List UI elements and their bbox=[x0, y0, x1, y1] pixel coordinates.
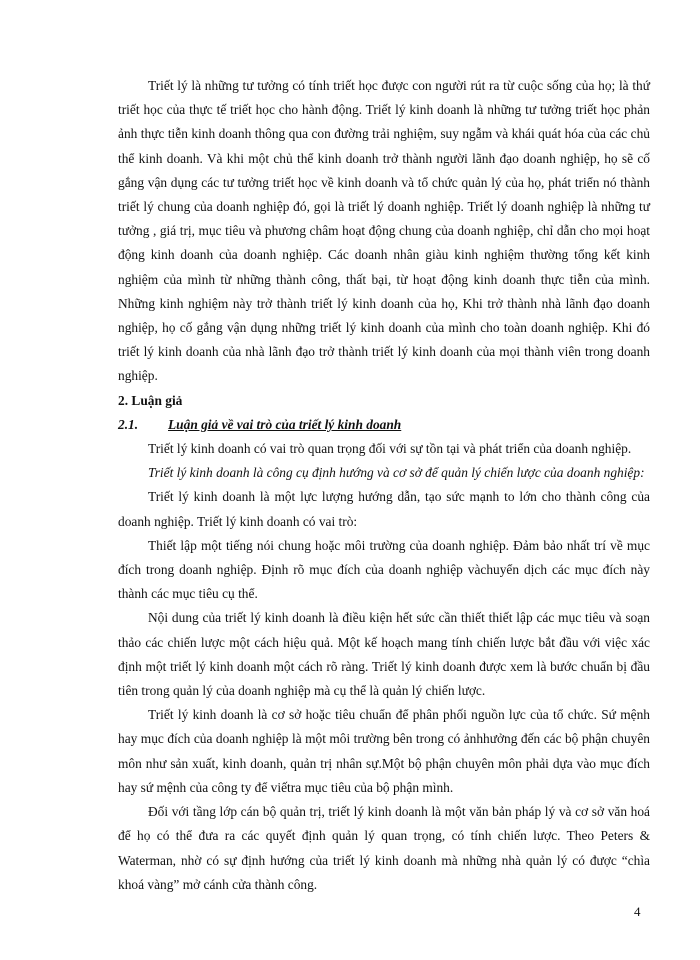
subsection-number: 2.1. bbox=[118, 416, 139, 432]
content-condition-paragraph: Nội dung của triết lý kinh doanh là điều kiện hết sức cần thiết thiết lập các mục tiêu và soạn thảo các chiến lược một cách hiệu quả. Một kế hoạch mang tính chiến lược bắt đầu với việc xác định một triết lý kinh doanh một cách rõ ràng. Triết lý kinh doanh được xem là bước chuẩn bị đầu tiên trong quản lý của doanh nghiệp mà cụ thể là quản lý chiến lược. bbox=[118, 610, 650, 699]
resource-basis-paragraph: Triết lý kinh doanh là cơ sở hoặc tiêu chuẩn để phân phối nguồn lực của tổ chức. Sứ mệnh hay mục đích của doanh nghiệp là một môi trường bên trong có ảnhhưởng đến các bộ phận chuyên môn như sản xuất, kinh doanh, quản trị nhân sự.Một bộ phận chuyên môn phải dựa vào mục đích hay sứ mệnh của công ty để viếtra mục tiêu của bộ phận mình. bbox=[118, 707, 650, 795]
subsection-title: Luận giả về vai trò của triết lý kinh doanh bbox=[168, 416, 402, 432]
page-number: 4 bbox=[634, 904, 641, 919]
guiding-force-paragraph: Triết lý kinh doanh là một lực lượng hướng dẫn, tạo sức mạnh to lớn cho thành công của doanh nghiệp. Triết lý kinh doanh có vai trò: bbox=[118, 489, 650, 529]
italic-statement: Triết lý kinh doanh là công cụ định hướng và cơ sở để quản lý chiến lược của doanh nghiệp: bbox=[148, 465, 645, 481]
section-heading: 2. Luận giả bbox=[118, 392, 183, 408]
subsection-heading bbox=[118, 413, 650, 437]
document-body bbox=[118, 74, 650, 897]
intro-paragraph: Triết lý là những tư tưởng có tính triết học được con người rút ra từ cuộc sống của họ; là thứ triết học của thực tế triết học cho hành động. Triết lý kinh doanh là những tư tưởng triết học phản ảnh thực tiễn kinh doanh thông qua con đường trải nghiệm, suy ngẫm và khái quát hóa của các chủ thể kinh doanh. Và khi một chủ thể kinh doanh trở thành người lãnh đạo doanh nghiệp, họ sẽ cố gắng vận dụng các tư tưởng triết học về kinh doanh và tổ chức quản lý của họ, phát triển nó thành triết lý chung của doanh nghiệp đó, gọi là triết lý doanh nghiệp. Triết lý doanh nghiệp là những tư tưởng , giá trị, mục tiêu và phương châm hoạt động chung của doanh nghiệp, chỉ dẫn cho mọi hoạt động kinh doanh của doanh nghiệp. Các doanh nhân giàu kinh nghiệm thường tổng kết kinh nghiệm của mình từ những thành công, thất bại, từ hoạt động kinh doanh thực tiễn của mình. Những kinh nghiệm này trở thành triết lý kinh doanh của họ, Khi trở thành nhà lãnh đạo doanh nghiệp, họ cố gắng vận dụng những triết lý kinh doanh của mình cho toàn doanh nghiệp. Khi đó triết lý kinh doanh của nhà lãnh đạo trở thành triết lý kinh doanh của mọi thành viên trong doanh nghiệp. bbox=[118, 78, 650, 384]
role-intro-paragraph: Triết lý kinh doanh có vai trò quan trọng đối với sự tồn tại và phát triển của doanh nghiệp. bbox=[148, 441, 632, 457]
managers-paragraph: Đối với tầng lớp cán bộ quản trị, triết lý kinh doanh là một văn bản pháp lý và cơ sở văn hoá để họ có thể đưa ra các quyết định quản lý quan trọng, có tính chiến lược. Theo Peters & Waterman, nhờ có sự định hướng của triết lý kinh doanh mà những nhà quản lý có được “chìa khoá vàng” mở cánh cửa thành công. bbox=[118, 804, 650, 892]
establish-environment-paragraph: Thiết lập một tiếng nói chung hoặc môi trường của doanh nghiệp. Đảm bảo nhất trí về mục đích trong doanh nghiệp. Định rõ mục đích của doanh nghiệp vàchuyển dịch các mục đích này thành các mục tiêu cụ thể. bbox=[118, 537, 650, 602]
